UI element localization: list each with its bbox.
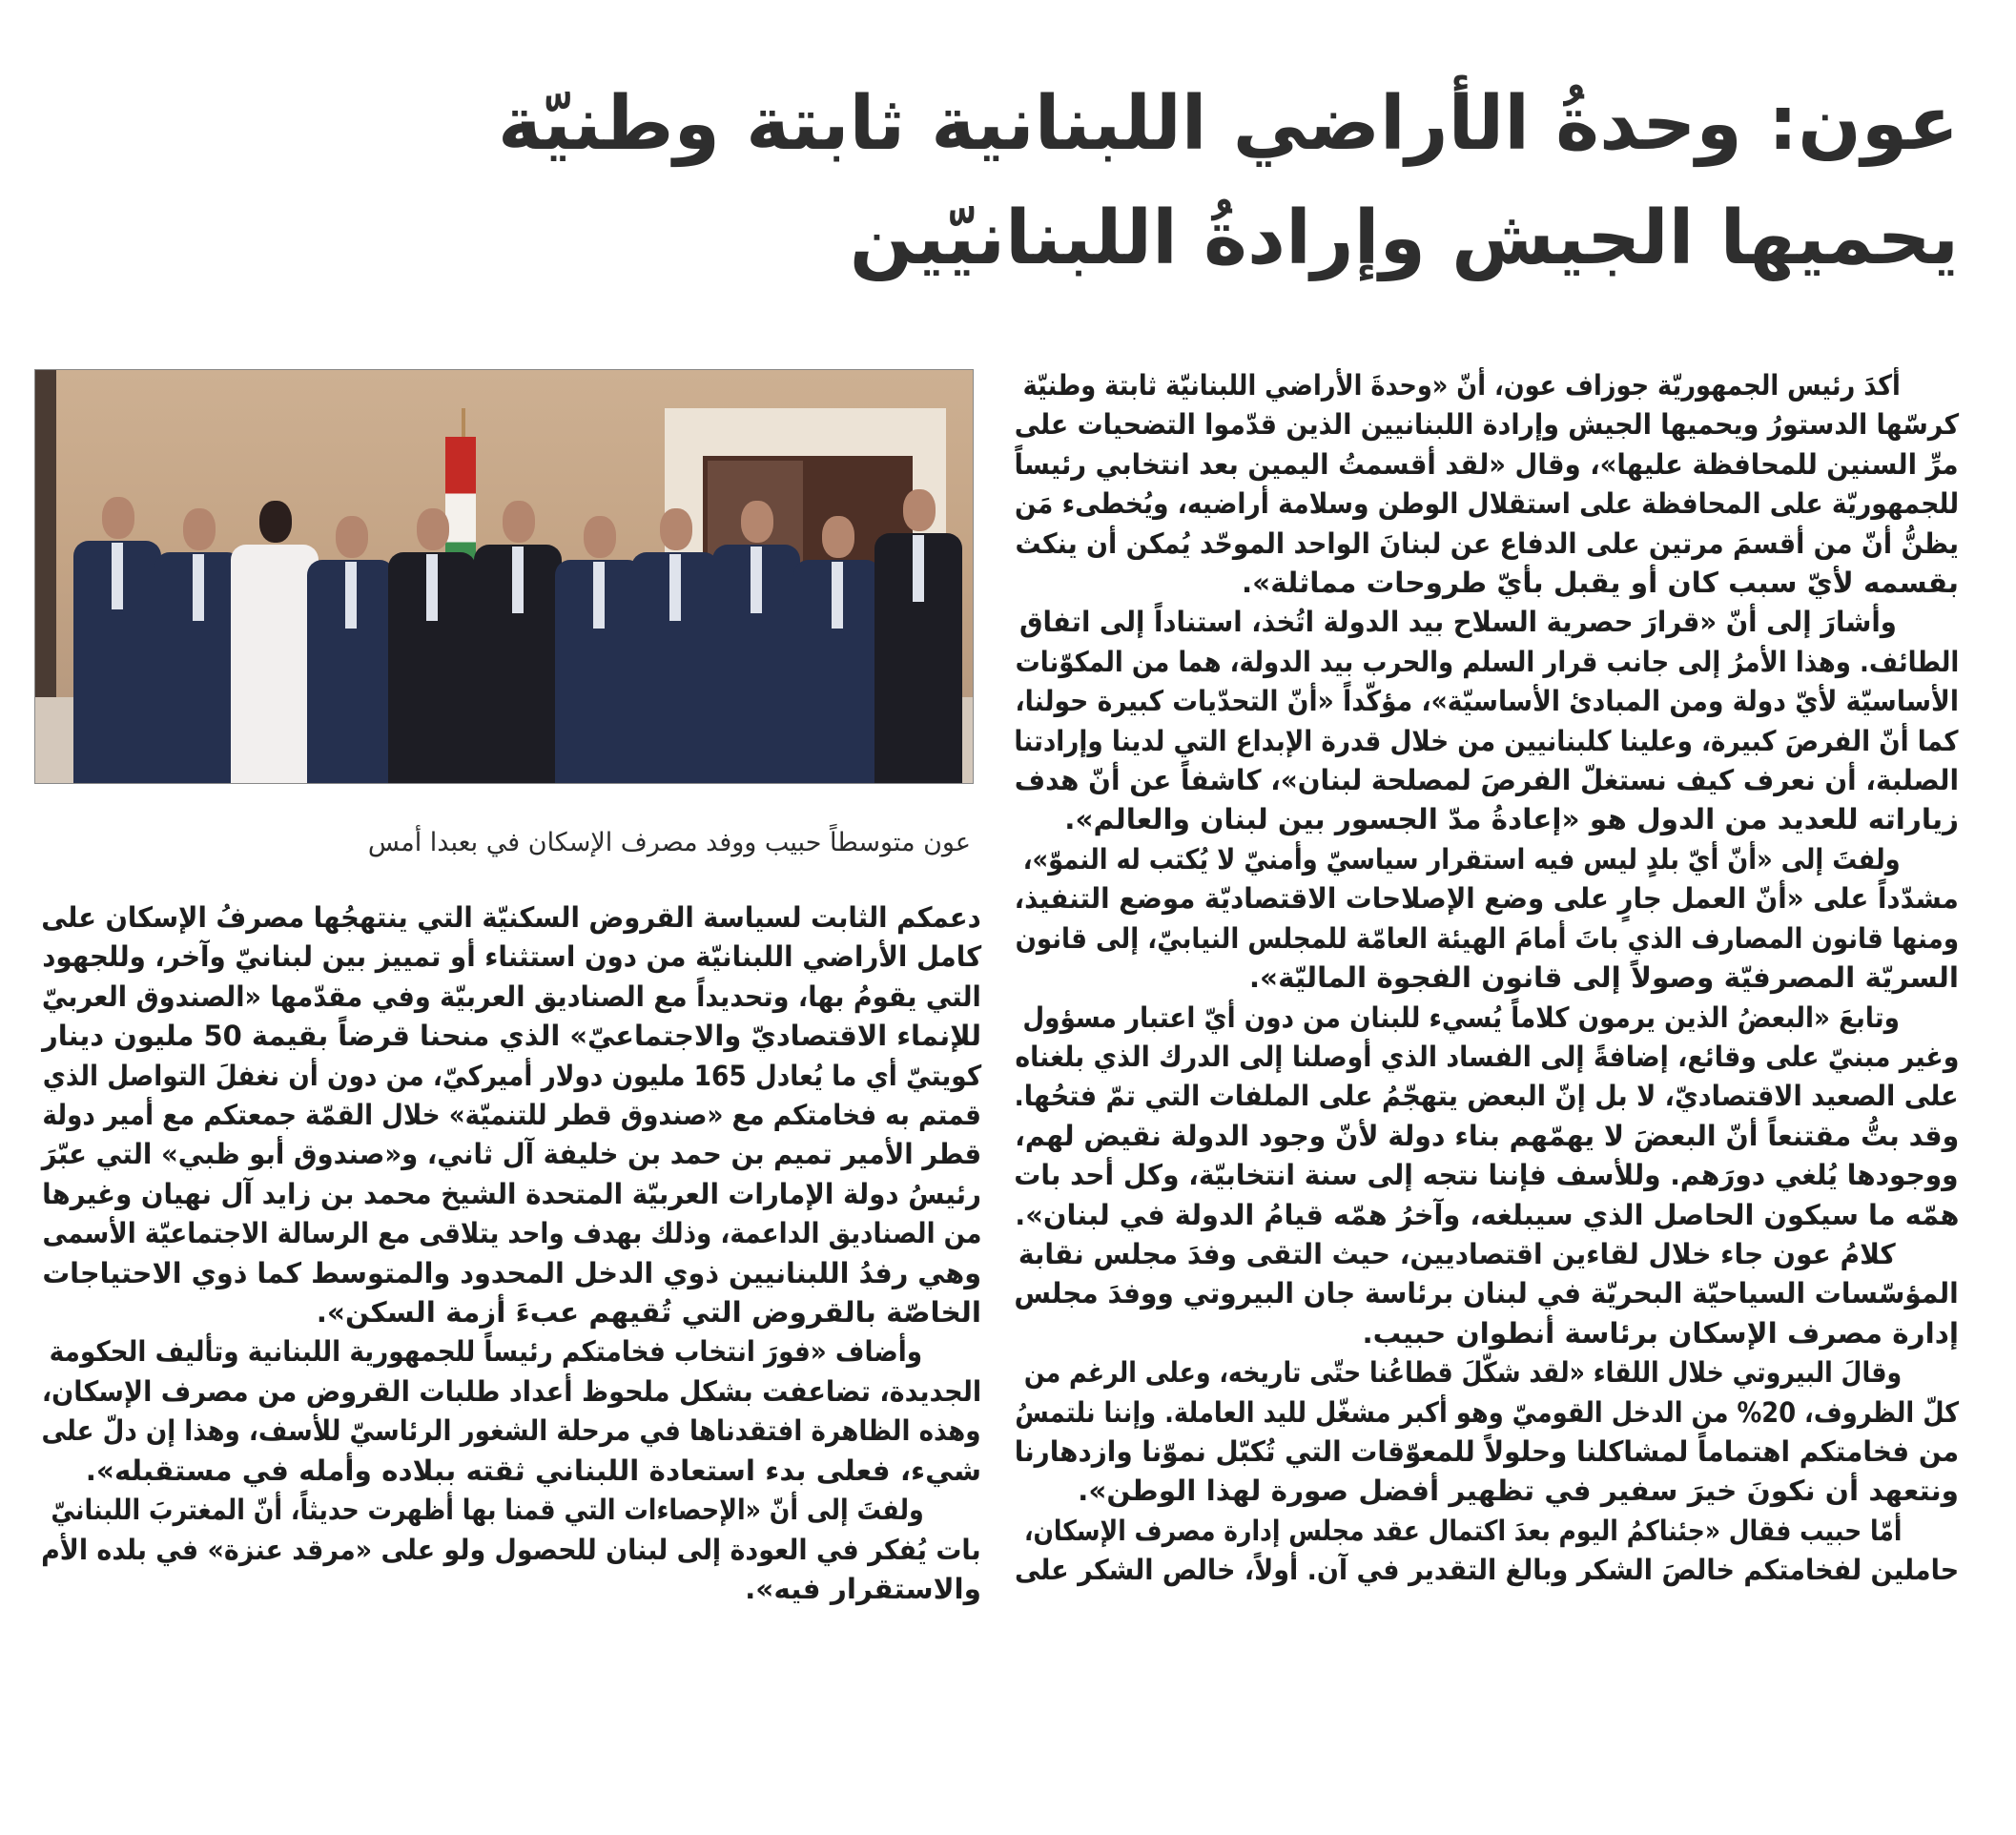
photo-person	[631, 508, 719, 783]
article-paragraph	[42, 1491, 981, 1609]
photo-person	[874, 489, 962, 783]
article-headline	[71, 67, 1959, 296]
article-text-line: كلّ الظروف، 20% من الدخل القوميّ وهو أكبر مشغّل لليد العاملة. وإننا نلتمسُ	[1015, 1395, 1959, 1429]
article-text-line: مشدّداً على «أنّ العمل جارٍ على وضع الإصلاحات الاقتصاديّة موضع التنفيذ،	[1014, 882, 1959, 916]
photo-person	[231, 501, 319, 783]
article-text-line: والاستقرار فيه».	[745, 1572, 981, 1605]
photo-caption: عون متوسطاً حبيب ووفد مصرف الإسكان في بعبدا أمس	[367, 828, 971, 857]
article-paragraph	[42, 1332, 981, 1491]
photo-person-head	[336, 516, 368, 558]
article-text-line: وغير مبنيّ على وقائع، إضافةً إلى الفساد الذي أوصلنا إلى الدرك الذي بلغناه	[1014, 1040, 1959, 1073]
article-photo	[34, 369, 974, 784]
photo-person-shirt	[112, 543, 123, 609]
article-column-right	[1015, 366, 1959, 1591]
article-text-line: على الصعيد الاقتصاديّ، لا بل إنّ البعض يتهجّمُ على الملفات التي تمّ فتحُها.	[1014, 1080, 1959, 1113]
article-paragraph	[42, 898, 981, 1332]
photo-person	[555, 516, 643, 783]
article-text-line: دعمكم الثابت لسياسة القروض السكنيّة التي ينتهجُها مصرفُ الإسكان على	[41, 901, 981, 934]
article-text-line: المؤسّسات السياحيّة البحريّة في لبنان برئاسة جان البيروتي ووفدَ مجلس	[1014, 1277, 1959, 1310]
article-text-line: همّه ما سيكون الحاصل الذي سيبلغه، وآخرُ همّه قيامُ الدولة في لبنان».	[1014, 1198, 1959, 1231]
article-text-line: وتابعَ «البعضُ الذين يرمون كلاماً يُسيء للبنان من دون أيّ اعتبار مسؤول	[1022, 1000, 1900, 1034]
article-text-line: التي يقومُ بها، وتحديداً مع الصناديق العربيّة وفي مقدّمها «الصندوق العربيّ	[41, 979, 981, 1013]
photo-person-shirt	[593, 562, 605, 629]
article-text-line: ووجودها يُلغي دورَهم. وللأسف فإننا نتجه إلى سنة انتخابيّة، وكل أحد بات	[1014, 1159, 1959, 1192]
article-text-line: كرسّها الدستورُ ويحميها الجيش وإرادة اللبنانيين الذين قدّموا التضحيات على	[1014, 408, 1959, 442]
article-text-line: كلامُ عون جاء خلال لقاءين اقتصاديين، حيث التقى وفدَ مجلس نقابة	[1018, 1237, 1896, 1270]
photo-person-head	[660, 508, 692, 550]
article-text-line: وأضاف «فورَ انتخاب فخامتكم رئيساً للجمهورية اللبنانية وتأليف الحكومة	[49, 1335, 922, 1369]
article-text-line: وهي رفدُ اللبنانيين ذوي الدخل المحدود والمتوسط كما ذوي الاحتياجات	[42, 1256, 981, 1289]
article-text-line: وأشارَ إلى أنّ «قرارَ حصرية السلاح بيد الدولة اتُخذ، استناداً إلى اتفاق	[1019, 606, 1897, 639]
photo-person-head	[259, 501, 292, 543]
article-paragraph	[1015, 1512, 1959, 1591]
article-text-line: الجديدة، تضاعفت بشكل ملحوظ أعداد طلبات القروض من مصرف الإسكان،	[41, 1374, 981, 1408]
photo-person	[73, 497, 161, 783]
headline-line-2: يحميها الجيش وإرادةُ اللبنانيّين	[849, 196, 1959, 281]
article-paragraph	[1015, 366, 1959, 603]
photo-person	[474, 501, 562, 783]
article-text-line: السريّة المصرفيّة وصولاً إلى قانون الفجوة الماليّة».	[1248, 961, 1959, 995]
article-paragraph	[1015, 840, 1959, 999]
article-paragraph	[1015, 603, 1959, 839]
article-paragraph	[1015, 999, 1959, 1235]
article-text-line: وهذه الظاهرة افتقدناها في مرحلة الشغور الرئاسيّ للأسف، وهذا إن دلّ على	[41, 1414, 981, 1448]
article-text-line: مرِّ السنين للمحافظة عليها»، وقال «لقد أقسمتُ اليمين بعد انتخابي رئيساً	[1014, 447, 1959, 481]
article-text-line: الطائف. وهذا الأمرُ إلى جانب قرار السلم والحرب بيد الدولة، هما من المكوّنات	[1015, 645, 1959, 678]
article-text-line: أمّا حبيب فقال «جئناكمُ اليوم بعدَ اكتمال عقد مجلس إدارة مصرف الإسكان،	[1023, 1514, 1903, 1547]
article-text-line: الخاصّة بالقروض التي تُقيهم عبءَ أزمة السكن».	[316, 1296, 981, 1330]
article-text-line: ونتعهد أن نكونَ خيرَ سفير في تظهير أفضل صورة لهذا الوطن».	[1078, 1474, 1959, 1508]
article-text-line: من الصناديق الداعمة، وذلك بهدف واحد يتلاقى مع الرسالة الاجتماعيّة الأسمى	[42, 1217, 981, 1250]
article-text-line: الأساسيّة لأيّ دولة ومن المبادئ الأساسيّة»، مؤكّداً «أنّ التحدّيات كبيرة حولنا،	[1015, 685, 1959, 718]
photo-person-head	[903, 489, 936, 531]
photo-person-shirt	[193, 554, 204, 621]
article-text-line: ولفتَ إلى أنّ «الإحصاءات التي قمنا بها أظهرت حديثاً، أنّ المغتربَ اللبنانيّ	[51, 1494, 924, 1527]
photo-person-shirt	[426, 554, 438, 621]
article-text-line: زياراته للعديد من الدول هو «إعادةُ مدّ الجسور بين لبنان والعالم».	[1064, 803, 1959, 836]
article-text-line: وقد بتُّ مقتنعاً أنّ البعضَ لا يهمّهم بناء دولة لأنّ وجود الدولة نقيض لهم،	[1014, 1119, 1959, 1152]
article-text-line: شيء، فعلى بدء استعادة اللبناني ثقته ببلاده وأمله في مستقبله».	[85, 1454, 981, 1487]
photo-person	[793, 516, 881, 783]
photo-person-shirt	[669, 554, 681, 621]
article-paragraph	[1015, 1353, 1959, 1512]
article-text-line: كامل الأراضي اللبنانيّة من دون استثناء أو تمييز بين لبنانيّ وآخر، وللجهود	[41, 940, 981, 974]
photo-person-head	[584, 516, 616, 558]
photo-person-head	[417, 508, 449, 550]
article-text-line: ولفتَ إلى «أنّ أيّ بلدٍ ليس فيه استقرار سياسيّ وأمنيّ لا يُكتب له النموّ»،	[1022, 842, 1901, 876]
photo-person-shirt	[913, 535, 924, 602]
article-text-line: ومنها قانون المصارف الذي باتَ أمامَ الهيئة العامّة للمجلس النيابيّ، إلى قانون	[1015, 921, 1959, 955]
article-text-line: قطر الأمير تميم بن حمد بن خليفة آل ثاني، و«صندوق أبو ظبي» التي عبّرَ	[41, 1138, 981, 1171]
article-text-line: يظنُّ أنّ من أقسمَ مرتين على الدفاع عن لبنانَ الواحد الموحّد يُمكن أن ينكث	[1015, 526, 1959, 560]
article-text-line: للجمهوريّة على المحافظة على استقلال الوطن وسلامة أراضيه، ويُخطىء مَن	[1014, 487, 1959, 521]
photo-person-head	[822, 516, 854, 558]
article-text-line: كما أنّ الفرصَ كبيرة، وعلينا كلبنانيين من خلال قدرة الإبداع التي لدينا وإرادتنا	[1014, 724, 1959, 757]
article-text-line: رئيسُ دولة الإمارات العربيّة المتحدة الشيخ محمد بن زايد آل نهيان وغيرها	[42, 1177, 981, 1210]
photo-person	[712, 501, 800, 783]
photo-person-head	[183, 508, 216, 550]
article-paragraph	[1015, 1235, 1959, 1353]
article-text-line: إدارة مصرف الإسكان برئاسة أنطوان حبيب.	[1362, 1316, 1959, 1350]
photo-person-shirt	[751, 546, 762, 613]
article-column-left	[42, 898, 981, 1609]
article-text-line: الصلبة، أن نعرف كيف نستغلّ الفرصَ لمصلحة لبنان»، كاشفاً عن أنّ هدف	[1014, 764, 1959, 797]
photo-person-shirt	[832, 562, 843, 629]
article-text-line: وقالَ البيروتي خلال اللقاء «لقد شكّلَ قطاعُنا حتّى تاريخه، وعلى الرغم من	[1023, 1356, 1903, 1390]
article-text-line: كويتيّ أي ما يُعادل 165 مليون دولار أميركيّ، من دون أن نغفلَ التواصل الذي	[42, 1059, 981, 1092]
photo-person	[388, 508, 476, 783]
photo-person-head	[741, 501, 773, 543]
photo-person	[154, 508, 242, 783]
photo-person-head	[503, 501, 535, 543]
article-text-line: أكدَ رئيس الجمهوريّة جوزاف عون، أنّ «وحدةَ الأراضي اللبنانيّة ثابتة وطنيّة	[1022, 369, 1902, 402]
article-text-line: حاملين لفخامتكم خالصَ الشكر وبالغ التقدير في آن. أولاً، خالص الشكر على	[1014, 1554, 1959, 1587]
photo-person-shirt	[345, 562, 357, 629]
article-text-line: من فخامتكم اهتماماً لمشاكلنا وحلولاً للمعوّقات التي تُكبّل نموّنا وازدهارنا	[1014, 1434, 1959, 1468]
article-text-line: بقسمه لأيّ سبب كان أو يقبل بأيّ طروحات مماثلة».	[1241, 567, 1959, 600]
article-text-line: بات يُفكر في العودة إلى لبنان للحصول ولو على «مرقد عنزة» في بلده الأم	[41, 1533, 981, 1566]
photo-person-shirt	[512, 546, 524, 613]
article-text-line: للإنماء الاقتصاديّ والاجتماعيّ» الذي منحنا قرضاً بقيمة 50 مليون دينار	[42, 1020, 981, 1053]
photo-person	[307, 516, 395, 783]
headline-line-1: عون: وحدةُ الأراضي اللبنانية ثابتة وطنيّة	[498, 81, 1959, 167]
article-text-line: قمتم به فخامتكم مع «صندوق قطر للتنميّة» خلال القمّة جمعتكم مع أمير دولة	[42, 1099, 981, 1132]
photo-person-suit	[231, 545, 319, 783]
photo-person-head	[102, 497, 134, 539]
